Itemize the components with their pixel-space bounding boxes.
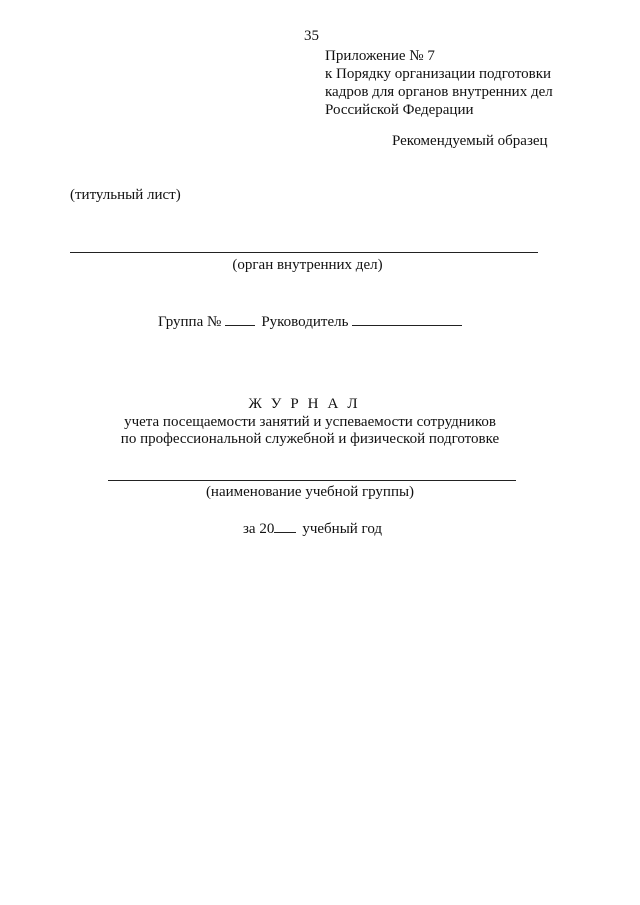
appendix-line: к Порядку организации подготовки xyxy=(325,66,552,82)
year-prefix: за 20 xyxy=(243,521,275,537)
group-line xyxy=(158,311,462,331)
group-leader-label: Руководитель xyxy=(261,314,349,330)
journal-heading: ЖУРНАЛ xyxy=(248,396,367,412)
group-number-label: Группа № xyxy=(158,314,222,330)
journal-subtitle-line: учета посещаемости занятий и успеваемости сотрудников xyxy=(124,414,496,430)
group-name-blank-line xyxy=(108,480,516,481)
academic-year-line xyxy=(243,518,382,538)
organ-caption: (орган внутренних дел) xyxy=(232,257,383,273)
appendix-block xyxy=(325,47,553,119)
title-sheet-label: (титульный лист) xyxy=(70,187,181,203)
journal-subtitle-line: по профессиональной служебной и физической подготовке xyxy=(120,431,500,447)
year-suffix: учебный год xyxy=(302,521,383,537)
organ-blank-line xyxy=(70,252,538,253)
sample-label: Рекомендуемый образец xyxy=(392,133,548,149)
journal-subtitle xyxy=(0,414,620,448)
group-leader-blank xyxy=(352,311,462,326)
appendix-line: Приложение № 7 xyxy=(325,48,435,64)
appendix-line: кадров для органов внутренних дел xyxy=(325,84,553,100)
page-number: 35 xyxy=(304,28,319,44)
group-name-caption: (наименование учебной группы) xyxy=(205,484,415,500)
appendix-line: Российской Федерации xyxy=(325,102,474,118)
group-number-blank xyxy=(225,311,255,326)
year-blank xyxy=(274,518,296,533)
